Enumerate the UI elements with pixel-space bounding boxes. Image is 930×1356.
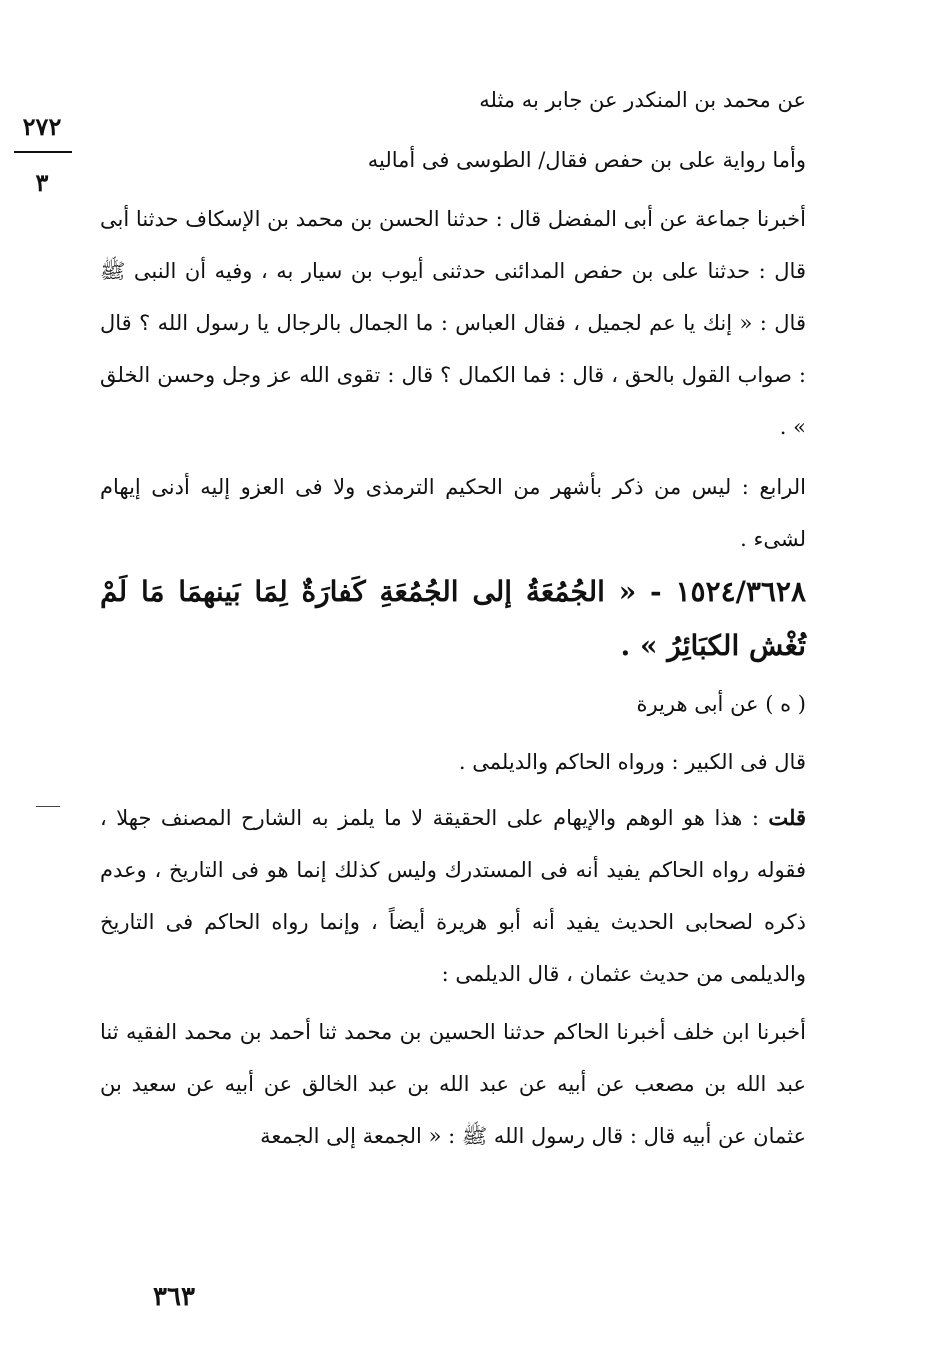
margin-reference-volume: ٢٧٢ bbox=[22, 112, 62, 141]
qult-lead: قلت bbox=[768, 805, 806, 830]
margin-reference-part: ٣ bbox=[35, 168, 49, 197]
kabir-note: قال فى الكبير : ورواه الحاكم والديلمى . bbox=[458, 750, 806, 774]
margin-mark bbox=[36, 806, 60, 807]
hadith-text: ١٥٢٤/٣٦٢٨ - « الجُمُعَةُ إلى الجُمُعَةِ كَفارَةٌ لِمَا بَينهمَا مَا لَمْ تُغْش الكبَائِرُ » . bbox=[100, 575, 806, 662]
paragraph-isnad: أخبرنا جماعة عن أبى المفضل قال : حدثنا الحسن بن محمد بن الإسكاف حدثنا أبى قال : حدثنا على بن حفص المدائنى حدثنى أيوب بن سيار به ، وفيه أن النبى ﷺ قال : « إنك يا عم لجميل ، فقال العباس : ما الجمال بالرجال يا رسول الله ؟ قال : صواب القول بالحق ، قال : فما الكمال ؟ قال : تقوى الله عز وجل وحسن الخلق » . bbox=[100, 207, 806, 439]
page-number: ٣٦٣ bbox=[153, 1282, 195, 1312]
hadith-source: ( ه ) عن أبى هريرة bbox=[636, 692, 806, 716]
paragraph-line: عن محمد بن المنكدر عن جابر به مثله bbox=[479, 88, 806, 112]
qult-body: : هذا هو الوهم والإيهام على الحقيقة لا ما يلمز به الشارح المصنف جهلا ، فقوله رواه الحاكم يفيد أنه فى المستدرك وليس كذلك إنما هو فى التاريخ ، وعدم ذكره لصحابى الحديث يفيد أنه أبو هريرة أيضاً ، وإنما رواه الحاكم فى التاريخ والديلمى من حديث عثمان ، قال الديلمى : bbox=[100, 806, 806, 986]
paragraph-final: أخبرنا ابن خلف أخبرنا الحاكم حدثنا الحسين بن محمد ثنا أحمد بن محمد الفقيه ثنا عبد الله بن مصعب عن أبيه عن عبد الله بن عبد الخالق عن أبيه عن سعيد بن عثمان عن أبيه قال : قال رسول الله ﷺ : « الجمعة إلى الجمعة bbox=[100, 1020, 806, 1148]
paragraph-fourth: الرابع : ليس من ذكر بأشهر من الحكيم الترمذى ولا فى العزو إليه أدنى إيهام لشىء . bbox=[100, 475, 806, 551]
paragraph-line: وأما رواية على بن حفص فقال/ الطوسى فى أماليه bbox=[367, 148, 806, 172]
margin-divider bbox=[14, 151, 72, 153]
paragraph-qult bbox=[100, 792, 806, 1000]
